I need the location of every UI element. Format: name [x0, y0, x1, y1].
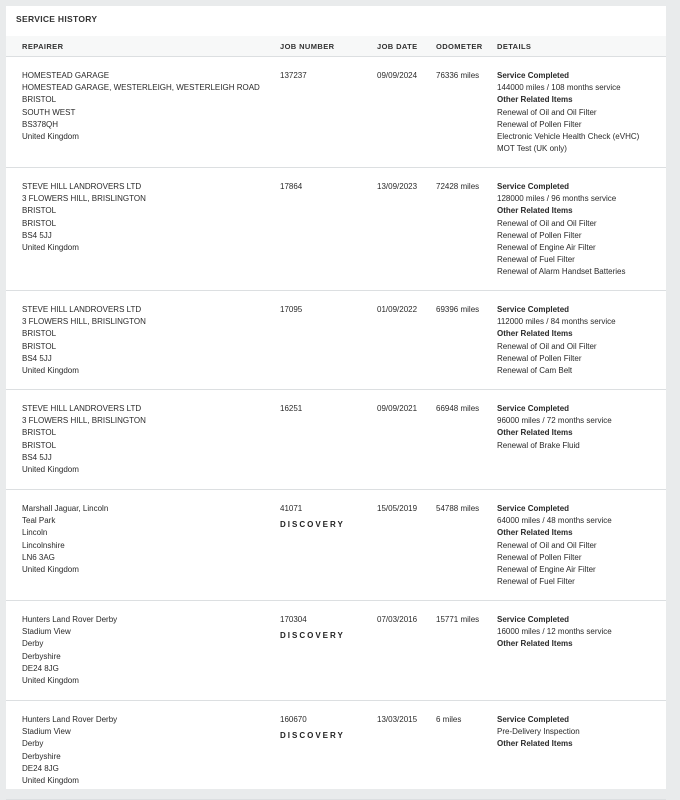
- job-number-cell: [280, 614, 370, 642]
- related-item: Renewal of Engine Air Filter: [497, 243, 596, 253]
- brand-logo: DISCOVERY: [280, 631, 345, 641]
- brand-logo: DISCOVERY: [280, 520, 345, 530]
- other-items-title: Other Related Items: [497, 739, 573, 749]
- service-title: Service Completed: [497, 615, 570, 624]
- repairer-line: 3 FLOWERS HILL, BRISLINGTON: [22, 317, 146, 327]
- details-cell: [497, 714, 665, 751]
- odometer: 66948 miles: [436, 404, 480, 413]
- repairer-line: STEVE HILL LANDROVERS LTD: [22, 305, 142, 314]
- table-body: [6, 57, 666, 800]
- repairer-line: HOMESTEAD GARAGE, WESTERLEIGH, WESTERLEIGH ROAD: [22, 83, 260, 93]
- repairer-line: 3 FLOWERS HILL, BRISLINGTON: [22, 194, 146, 204]
- repairer-line: BS4 5JJ: [22, 353, 52, 363]
- repairer-line: LN6 3AG: [22, 552, 55, 562]
- odometer: 69396 miles: [436, 305, 480, 314]
- related-item: Electronic Vehicle Health Check (eVHC): [497, 132, 640, 142]
- job-number-cell: [280, 503, 370, 531]
- service-detail: 96000 miles / 72 months service: [497, 416, 612, 426]
- related-item: Renewal of Fuel Filter: [497, 255, 575, 265]
- header-details: DETAILS: [497, 42, 532, 51]
- service-detail: Pre-Delivery Inspection: [497, 727, 580, 737]
- repairer-line: HOMESTEAD GARAGE: [22, 71, 110, 80]
- details-cell: [497, 181, 665, 279]
- service-detail: 16000 miles / 12 months service: [497, 627, 612, 637]
- repairer-line: BS4 5JJ: [22, 452, 52, 462]
- repairer-line: STEVE HILL LANDROVERS LTD: [22, 182, 142, 191]
- repairer-line: BRISTOL: [22, 341, 57, 351]
- details-cell: [497, 614, 665, 651]
- service-detail: 112000 miles / 84 months service: [497, 317, 616, 327]
- repairer-line: Stadium View: [22, 727, 71, 737]
- odometer: 76336 miles: [436, 71, 480, 80]
- other-items-title: Other Related Items: [497, 639, 573, 649]
- section-title: SERVICE HISTORY: [16, 14, 98, 24]
- related-item: Renewal of Pollen Filter: [497, 353, 582, 363]
- repairer-line: Teal Park: [22, 516, 56, 526]
- related-item: Renewal of Engine Air Filter: [497, 565, 596, 575]
- other-items-title: Other Related Items: [497, 428, 573, 438]
- repairer-line: BRISTOL: [22, 218, 57, 228]
- repairer-line: United Kingdom: [22, 565, 79, 575]
- odometer: 15771 miles: [436, 615, 480, 624]
- repairer-line: BRISTOL: [22, 329, 57, 339]
- repairer-line: STEVE HILL LANDROVERS LTD: [22, 404, 142, 413]
- repairer-cell: [22, 304, 272, 377]
- table-row: [6, 57, 666, 168]
- brand-logo: DISCOVERY: [280, 731, 345, 741]
- other-items-title: Other Related Items: [497, 329, 573, 339]
- service-detail: 144000 miles / 108 months service: [497, 83, 621, 93]
- header-job-number: JOB NUMBER: [280, 42, 335, 51]
- repairer-line: BRISTOL: [22, 206, 57, 216]
- related-item: Renewal of Pollen Filter: [497, 230, 582, 240]
- job-number: 17095: [280, 305, 303, 314]
- details-cell: [497, 304, 665, 377]
- repairer-cell: [22, 403, 272, 476]
- job-number: 137237: [280, 71, 307, 80]
- job-date: 13/03/2015: [377, 715, 418, 724]
- job-number-cell: [280, 403, 370, 415]
- repairer-cell: [22, 714, 272, 787]
- related-item: Renewal of Fuel Filter: [497, 577, 575, 587]
- related-item: Renewal of Oil and Oil Filter: [497, 341, 597, 351]
- repairer-line: Derby: [22, 639, 44, 649]
- related-item: Renewal of Oil and Oil Filter: [497, 107, 597, 117]
- table-row: [6, 490, 666, 601]
- job-number-cell: [280, 70, 370, 82]
- repairer-line: 3 FLOWERS HILL, BRISLINGTON: [22, 416, 146, 426]
- table-row: [6, 390, 666, 490]
- table-row: [6, 291, 666, 390]
- repairer-line: United Kingdom: [22, 465, 79, 475]
- repairer-line: Derbyshire: [22, 651, 61, 661]
- related-item: Renewal of Alarm Handset Batteries: [497, 267, 626, 277]
- repairer-cell: [22, 70, 272, 143]
- header-odometer: ODOMETER: [436, 42, 483, 51]
- repairer-line: Stadium View: [22, 627, 71, 637]
- repairer-line: Derbyshire: [22, 751, 61, 761]
- repairer-line: DE24 8JG: [22, 663, 59, 673]
- job-number: 170304: [280, 615, 307, 624]
- job-number-cell: [280, 714, 370, 742]
- repairer-line: Derby: [22, 739, 44, 749]
- related-item: Renewal of Cam Belt: [497, 366, 573, 376]
- repairer-line: BS4 5JJ: [22, 230, 52, 240]
- service-title: Service Completed: [497, 715, 570, 724]
- table-row: [6, 168, 666, 291]
- service-detail: 128000 miles / 96 months service: [497, 194, 617, 204]
- related-item: Renewal of Oil and Oil Filter: [497, 540, 597, 550]
- service-history-panel: [6, 6, 666, 789]
- job-number-cell: [280, 181, 370, 193]
- repairer-line: DE24 8JG: [22, 763, 59, 773]
- details-cell: [497, 503, 665, 588]
- repairer-line: SOUTH WEST: [22, 107, 76, 117]
- service-title: Service Completed: [497, 71, 570, 80]
- service-title: Service Completed: [497, 404, 570, 413]
- repairer-line: BRISTOL: [22, 440, 57, 450]
- job-date: 01/09/2022: [377, 305, 418, 314]
- details-cell: [497, 403, 665, 452]
- repairer-line: Hunters Land Rover Derby: [22, 715, 118, 724]
- repairer-line: Hunters Land Rover Derby: [22, 615, 118, 624]
- other-items-title: Other Related Items: [497, 95, 573, 105]
- table-header: [6, 36, 666, 57]
- related-item: Renewal of Pollen Filter: [497, 119, 582, 129]
- job-number: 16251: [280, 404, 303, 413]
- job-number: 17864: [280, 182, 303, 191]
- repairer-line: Marshall Jaguar, Lincoln: [22, 504, 109, 513]
- job-date: 07/03/2016: [377, 615, 418, 624]
- service-title: Service Completed: [497, 504, 570, 513]
- related-item: Renewal of Oil and Oil Filter: [497, 218, 597, 228]
- related-item: MOT Test (UK only): [497, 144, 567, 154]
- job-date: 13/09/2023: [377, 182, 418, 191]
- repairer-line: Lincoln: [22, 528, 48, 538]
- table-row: [6, 601, 666, 701]
- job-number: 41071: [280, 504, 303, 513]
- job-number-cell: [280, 304, 370, 316]
- service-history-table: [6, 36, 666, 800]
- repairer-line: United Kingdom: [22, 776, 79, 786]
- repairer-line: United Kingdom: [22, 132, 79, 142]
- repairer-line: Lincolnshire: [22, 540, 65, 550]
- table-row: [6, 701, 666, 800]
- details-cell: [497, 70, 665, 155]
- service-title: Service Completed: [497, 182, 570, 191]
- header-job-date: JOB DATE: [377, 42, 418, 51]
- other-items-title: Other Related Items: [497, 528, 573, 538]
- repairer-line: United Kingdom: [22, 366, 79, 376]
- repairer-line: United Kingdom: [22, 676, 79, 686]
- repairer-line: BRISTOL: [22, 95, 57, 105]
- header-repairer: REPAIRER: [22, 42, 64, 51]
- odometer: 54788 miles: [436, 504, 480, 513]
- repairer-line: BS378QH: [22, 119, 59, 129]
- repairer-cell: [22, 503, 272, 576]
- job-date: 15/05/2019: [377, 504, 418, 513]
- job-date: 09/09/2021: [377, 404, 418, 413]
- odometer: 6 miles: [436, 715, 462, 724]
- related-item: Renewal of Pollen Filter: [497, 552, 582, 562]
- other-items-title: Other Related Items: [497, 206, 573, 216]
- service-title: Service Completed: [497, 305, 570, 314]
- service-detail: 64000 miles / 48 months service: [497, 516, 612, 526]
- repairer-line: BRISTOL: [22, 428, 57, 438]
- repairer-cell: [22, 614, 272, 687]
- repairer-line: United Kingdom: [22, 243, 79, 253]
- repairer-cell: [22, 181, 272, 254]
- job-date: 09/09/2024: [377, 71, 418, 80]
- related-item: Renewal of Brake Fluid: [497, 440, 580, 450]
- odometer: 72428 miles: [436, 182, 480, 191]
- job-number: 160670: [280, 715, 307, 724]
